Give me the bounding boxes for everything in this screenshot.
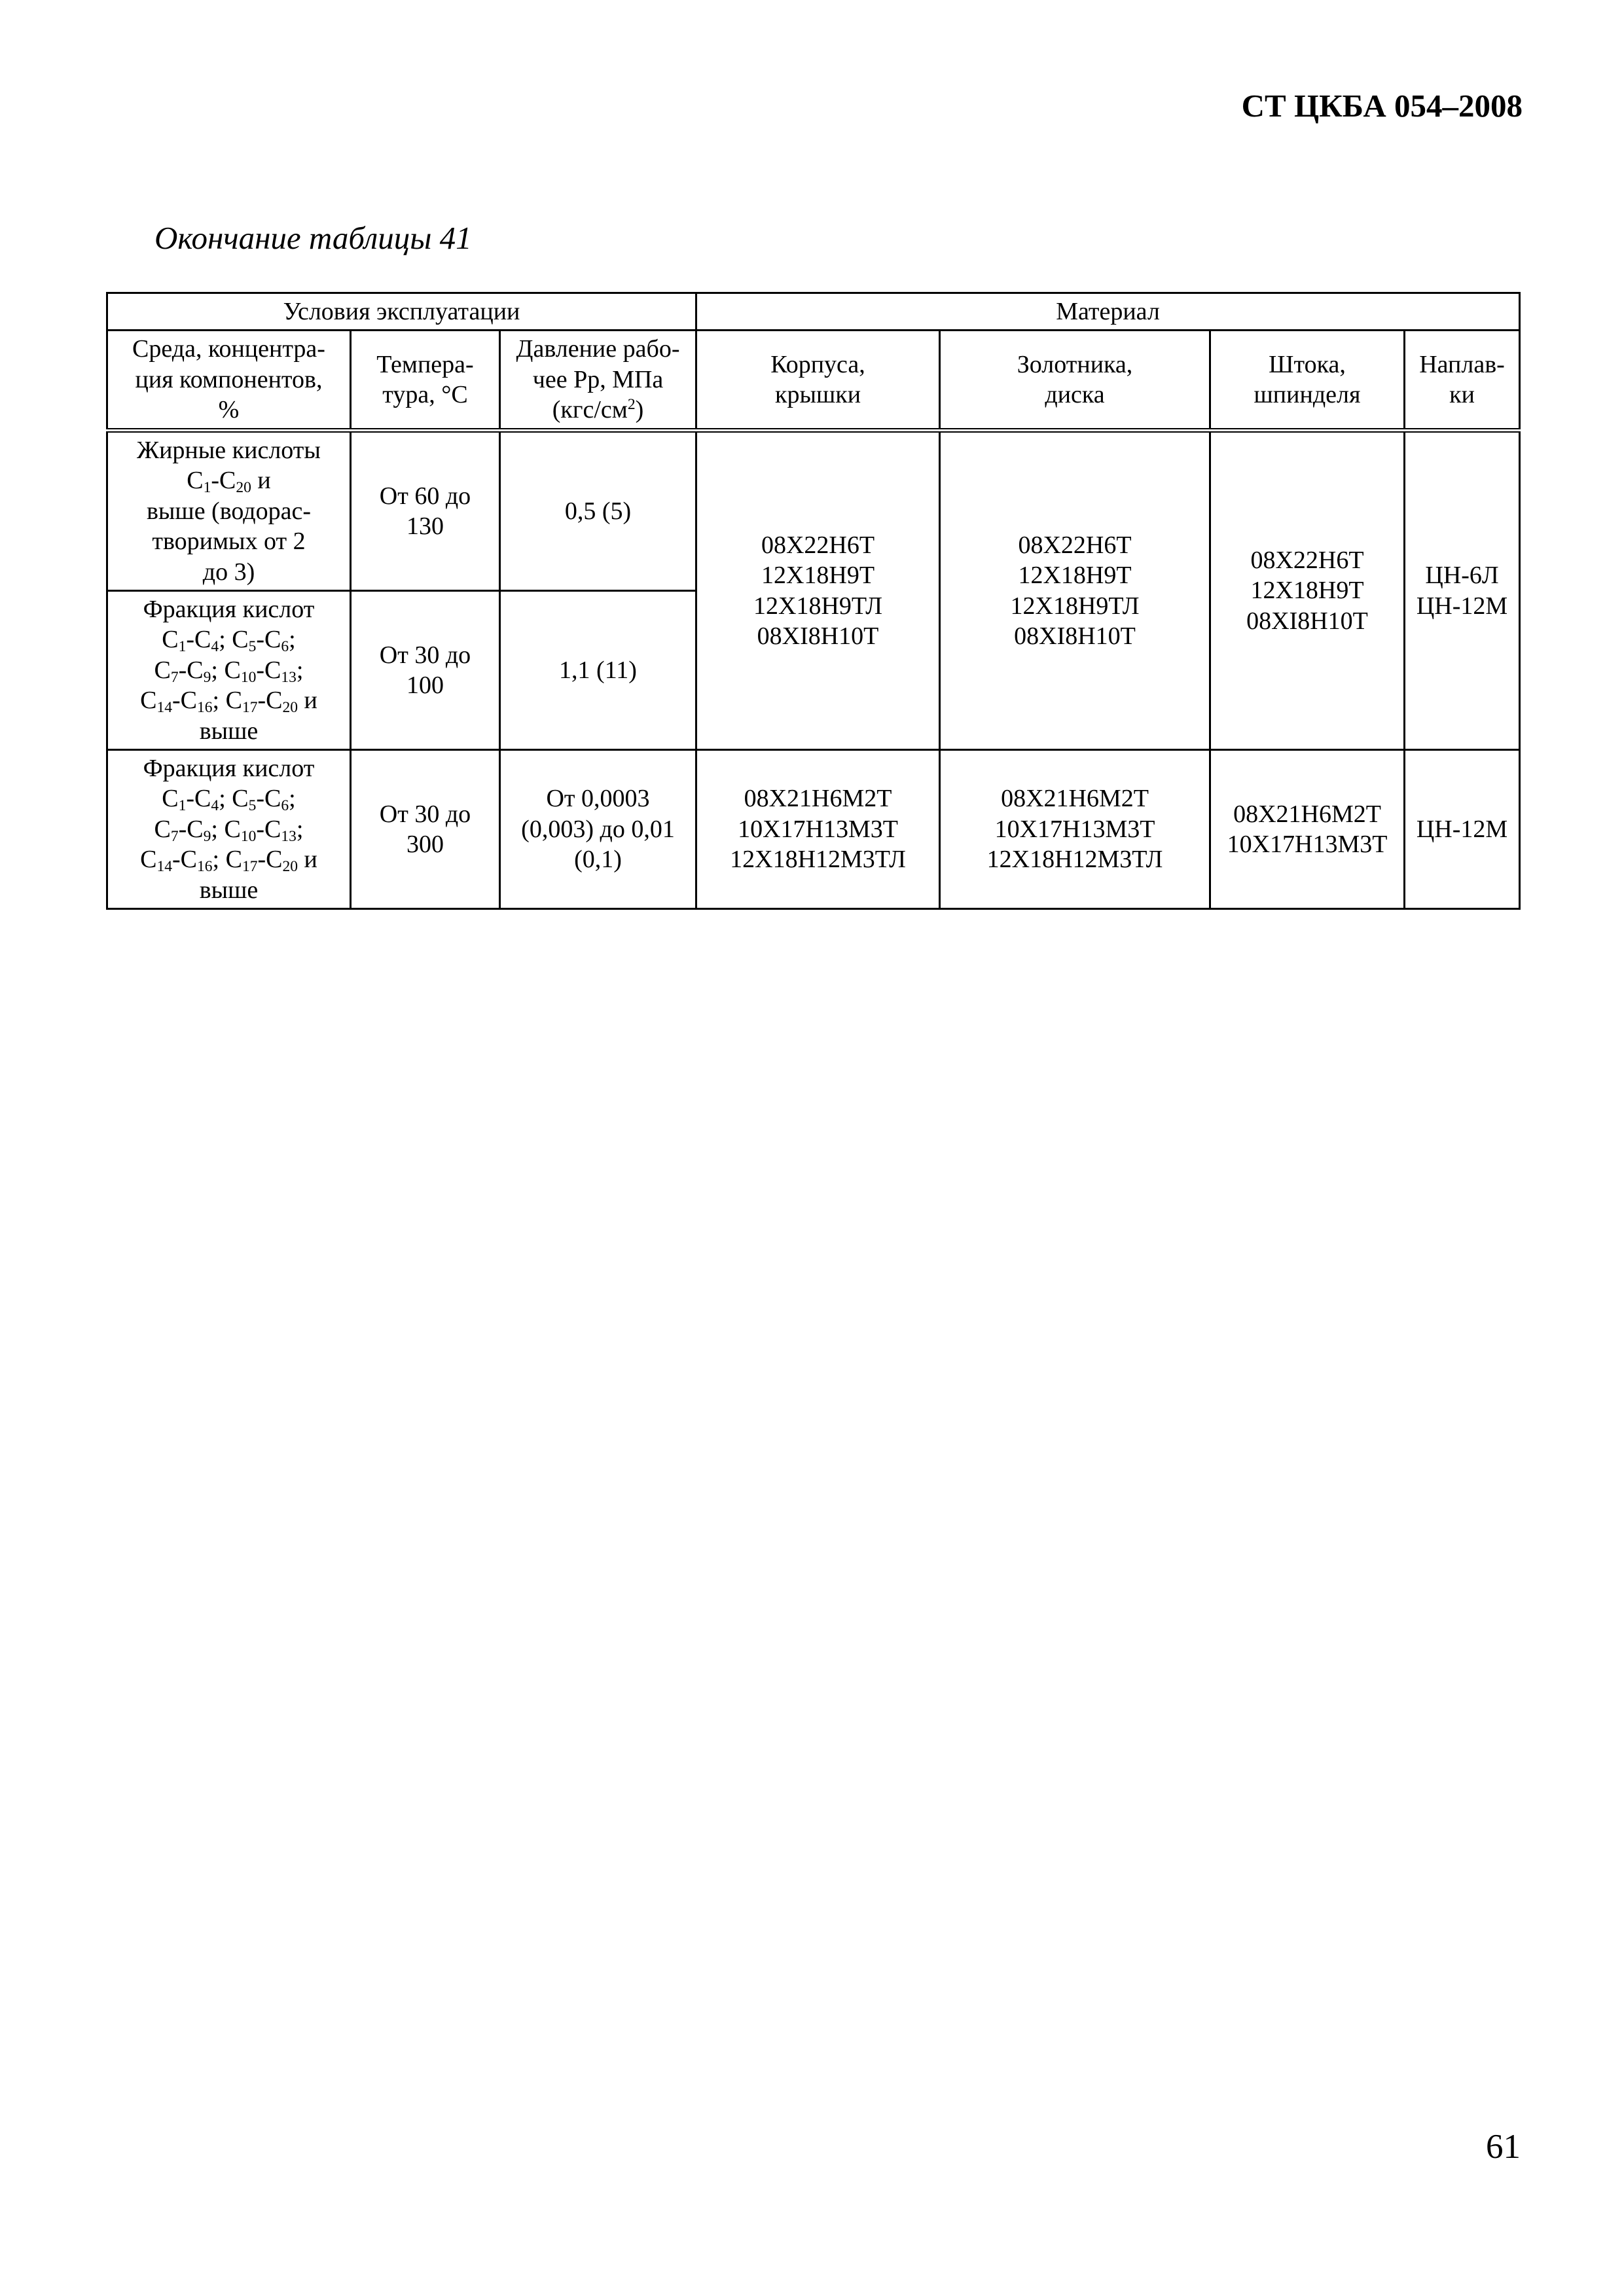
pressure-header-superscript: 2 <box>627 396 636 414</box>
overlay-material-cell: ЦН-6Л ЦН-12М <box>1405 431 1520 750</box>
temperature-cell: От 30 до 100 <box>351 591 500 750</box>
spool-material-cell: 08Х21Н6М2Т 10Х17Н13М3Т 12Х18Н12М3ТЛ <box>940 750 1210 909</box>
material-group-header: Материал <box>696 293 1520 331</box>
medium-cell: Жирные кислоты $С_1-С_{20}$ и выше (водорас- творимых от 2 до 3) <box>107 431 351 591</box>
overlay-material-cell: ЦН-12М <box>1405 750 1520 909</box>
document-code: СТ ЦКБА 054–2008 <box>1241 88 1523 124</box>
materials-table <box>106 292 1521 910</box>
body-material-cell: 08Х21Н6М2Т 10Х17Н13М3Т 12Х18Н12М3ТЛ <box>696 750 940 909</box>
pressure-header-close: ) <box>635 396 644 424</box>
stem-material-cell: 08Х22Н6Т 12Х18Н9Т 08ХI8Н10Т <box>1210 431 1405 750</box>
page-number: 61 <box>1486 2128 1521 2166</box>
pressure-column-header <box>500 331 696 431</box>
group-header-row <box>107 293 1520 331</box>
medium-column-header: Среда, концентра- ция компонентов, % <box>107 331 351 431</box>
pressure-cell: 1,1 (11) <box>500 591 696 750</box>
table-row <box>107 750 1520 909</box>
conditions-group-header: Условия эксплуатации <box>107 293 696 331</box>
body-material-cell: 08Х22Н6Т 12Х18Н9Т 12Х18Н9ТЛ 08ХI8Н10Т <box>696 431 940 750</box>
stem-column-header: Штока, шпинделя <box>1210 331 1405 431</box>
pressure-cell: 0,5 (5) <box>500 431 696 591</box>
medium-cell: Фракция кислот $С_1-С_4$; $С_5-С_6$; $С_7-С_9$; $С_{10}-С_{13}$; $С_{14}-С_{16}$; $С_{17}-С_{20}$ и выше <box>107 591 351 750</box>
spool-material-cell: 08Х22Н6Т 12Х18Н9Т 12Х18Н9ТЛ 08ХI8Н10Т <box>940 431 1210 750</box>
medium-cell: Фракция кислот $С_1-С_4$; $С_5-С_6$; $С_7-С_9$; $С_{10}-С_{13}$; $С_{14}-С_{16}$; $С_{17}-С_{20}$ и выше <box>107 750 351 909</box>
body-column-header: Корпуса, крышки <box>696 331 940 431</box>
table-row <box>107 431 1520 591</box>
column-header-row <box>107 331 1520 431</box>
table-caption: Окончание таблицы 41 <box>154 220 472 256</box>
spool-column-header: Золотника, диска <box>940 331 1210 431</box>
temperature-column-header: Темпера- тура, °С <box>351 331 500 431</box>
pressure-cell: От 0,0003 (0,003) до 0,01 (0,1) <box>500 750 696 909</box>
overlay-column-header: Наплав- ки <box>1405 331 1520 431</box>
pressure-header-text: Давление рабо- чее Рр, МПа (кгс/см <box>516 335 680 424</box>
temperature-cell: От 30 до 300 <box>351 750 500 909</box>
temperature-cell: От 60 до 130 <box>351 431 500 591</box>
stem-material-cell: 08Х21Н6М2Т 10Х17Н13М3Т <box>1210 750 1405 909</box>
